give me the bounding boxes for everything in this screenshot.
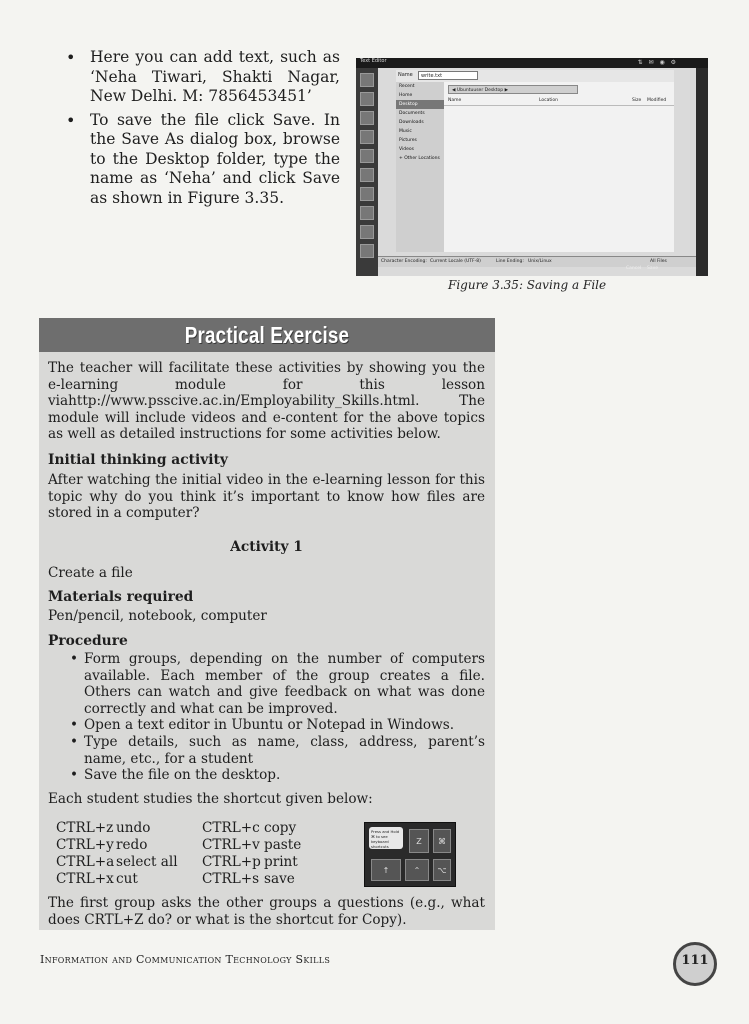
activity-task: Create a file <box>48 565 133 581</box>
page-number: 111 <box>681 953 709 968</box>
places-sidebar <box>396 82 445 252</box>
launcher-icon <box>360 73 374 87</box>
initial-thinking-heading: Initial thinking activity <box>48 452 228 468</box>
launcher-icon <box>360 111 374 125</box>
launcher-bar <box>356 68 378 276</box>
name-field[interactable]: write.txt <box>418 71 478 80</box>
launcher-icon <box>360 244 374 258</box>
column-name[interactable]: Name <box>448 98 462 103</box>
place-item[interactable]: Documents <box>399 111 425 116</box>
column-location[interactable]: Location <box>539 98 559 103</box>
initial-thinking-text: After watching the initial video in the e-learning lesson for this topic why do you think it’s important to know how files are stored in a computer? <box>48 472 485 522</box>
column-modified[interactable]: Modified <box>647 98 667 103</box>
shortcut-action: copy <box>264 820 297 836</box>
key-icon: ↑ <box>371 859 401 881</box>
launcher-icon <box>360 149 374 163</box>
shortcut-key: CTRL+y <box>56 837 114 853</box>
window-title: Text Editor <box>360 58 387 64</box>
shortcut-action: paste <box>264 837 302 853</box>
key-icon: ⌥ <box>433 859 451 881</box>
launcher-icon <box>360 206 374 220</box>
figure-caption: Figure 3.35: Saving a File <box>448 278 607 292</box>
procedure-step: • Type details, such as name, class, address, parent’s name, etc., for a student <box>48 734 485 767</box>
place-item-selected[interactable]: Desktop <box>396 100 444 109</box>
encoding-label: Character Encoding: <box>381 259 427 264</box>
materials-text: Pen/pencil, notebook, computer <box>48 608 267 624</box>
place-item[interactable]: Music <box>399 129 412 134</box>
shortcut-key: CTRL+v <box>202 837 260 853</box>
closing-paragraph: The first group asks the other groups a questions (e.g., what does CRTL+Z do? or what is the shortcut for Copy). <box>48 895 485 928</box>
file-type-select[interactable]: All Files <box>650 259 667 264</box>
shortcut-key: CTRL+p <box>202 854 261 870</box>
shortcut-action: redo <box>116 837 148 853</box>
running-footer: Information and Communication Technology Skills <box>40 953 331 966</box>
path-breadcrumb[interactable]: ◀ Ubuntuuser Desktop ▶ <box>448 85 578 94</box>
procedure-heading: Procedure <box>48 633 128 649</box>
dialog-buttons <box>626 266 658 271</box>
launcher-icon <box>360 168 374 182</box>
shortcut-tip-bubble: Press and Hold ⌘ to see keyboard shortcuts <box>369 827 403 849</box>
bullet-save-file: • To save the file click Save. In the Save As dialog box, browse to the Desktop folder, type the name as ‘Neha’ and click Save as shown in Figure 3.35. <box>62 111 340 209</box>
name-label: Name <box>398 72 413 78</box>
launcher-icon <box>360 225 374 239</box>
save-dialog-screenshot <box>356 58 708 276</box>
place-item[interactable]: + Other Locations <box>399 156 440 161</box>
cancel-button[interactable]: Cancel <box>626 266 642 271</box>
ubuntu-top-bar <box>356 58 708 68</box>
place-item[interactable]: Recent <box>399 84 415 89</box>
place-item[interactable]: Downloads <box>399 120 424 125</box>
launcher-icon <box>360 92 374 106</box>
procedure-step: • Form groups, depending on the number of computers available. Each member of the group creates a file. Others can watch and give feedback on what was done correctly and what can be improved. <box>48 651 485 717</box>
shortcut-action: cut <box>116 871 138 887</box>
procedure-list <box>48 651 485 784</box>
shortcut-key: CTRL+x <box>56 871 114 887</box>
launcher-icon <box>360 130 374 144</box>
activity-heading: Activity 1 <box>230 539 303 555</box>
column-size[interactable]: Size <box>632 98 642 103</box>
bullet-add-text: • Here you can add text, such as ‘Neha Tiwari, Shakti Nagar, New Delhi. M: 7856453451’ <box>62 48 340 107</box>
line-ending-select[interactable]: Unix/Linux <box>528 259 552 264</box>
encoding-select[interactable]: Current Locale (UTF-8) <box>430 259 481 264</box>
key-icon: ⌃ <box>405 859 429 881</box>
shortcut-key: CTRL+c <box>202 820 260 836</box>
file-list <box>444 82 674 252</box>
shortcut-key: CTRL+a <box>56 854 115 870</box>
key-icon: Z <box>409 829 429 853</box>
procedure-step: • Save the file on the desktop. <box>48 767 485 784</box>
materials-heading: Materials required <box>48 589 194 605</box>
place-item[interactable]: Pictures <box>399 138 417 143</box>
line-ending-label: Line Ending: <box>496 259 524 264</box>
place-item[interactable]: Videos <box>399 147 414 152</box>
intro-paragraph: The teacher will facilitate these activities by showing you the e-learning module for this lesson viahttp://www.psscive.ac.in/Employability_Skills.html. The module will include videos and e-content for the above topics as well as detailed instructions for some activities below. <box>48 360 485 443</box>
shortcut-action: select all <box>116 854 178 870</box>
place-item[interactable]: Home <box>399 93 413 98</box>
procedure-step: • Open a text editor in Ubuntu or Notepad in Windows. <box>48 717 485 734</box>
keyboard-shortcut-image <box>364 822 456 887</box>
top-bullet-list <box>62 48 340 212</box>
shortcut-action: save <box>264 871 295 887</box>
shortcut-intro: Each student studies the shortcut given below: <box>48 791 373 807</box>
shortcut-action: print <box>264 854 298 870</box>
shortcut-key: CTRL+z <box>56 820 114 836</box>
save-button[interactable]: Save <box>646 266 659 271</box>
practical-exercise-title: Practical Exercise <box>184 322 350 348</box>
shortcut-action: undo <box>116 820 151 836</box>
file-columns <box>444 97 674 106</box>
system-tray-icons: ⇅ ✉ ◉ ⚙ <box>637 59 678 66</box>
shortcut-key: CTRL+s <box>202 871 260 887</box>
launcher-icon <box>360 187 374 201</box>
key-icon: ⌘ <box>433 829 451 853</box>
